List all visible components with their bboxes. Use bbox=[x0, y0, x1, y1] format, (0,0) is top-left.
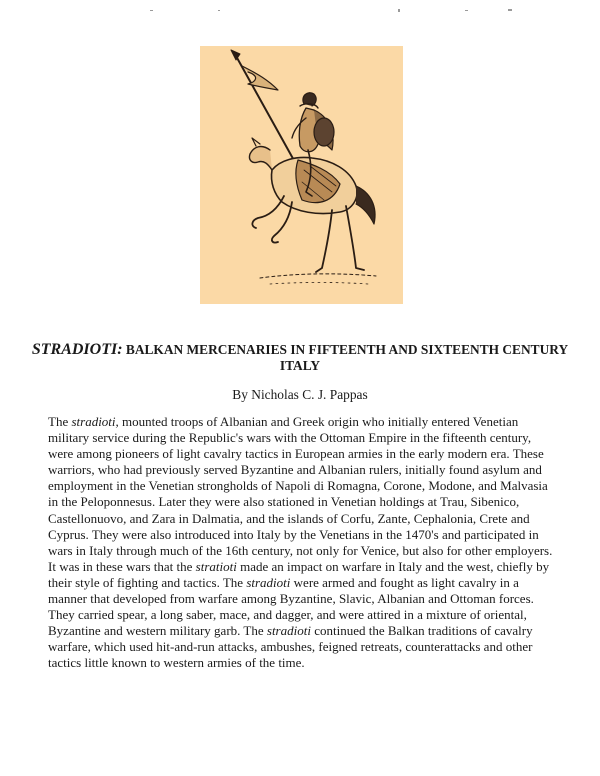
stradioti-horseman-illustration bbox=[200, 46, 403, 304]
scan-speck bbox=[398, 9, 400, 12]
title-rest: BALKAN MERCENARIES IN FIFTEENTH AND SIXTEENTH CENTURY ITALY bbox=[125, 342, 569, 373]
article-paragraph bbox=[48, 414, 558, 672]
paragraph-run-italic: stratioti bbox=[195, 558, 237, 574]
paragraph-run: mounted troops of Albanian and Greek origin who initially entered Venetian military service during the Republic's wars with the Ottoman Empire in the fifteenth century, were among pioneers of light cavalry tactics in European armies in the early modern era. These warriors, who had previously served Byzantine and Albanian rulers, initially found asylum and employment in the Venetian strongholds of Napoli di Romagna, Corone, Modone, and Malvasia in the Peloponnesus. Later they were also stationed in Venetian holdings at Trau, Sibenico, Castellonuovo, and Zara in Dalmatia, and the islands of Corfu, Zante, Cephalonia, Crete and Cyprus. They were also introduced into Italy by the Venetians in the 1470's and participated in wars in Italy through much of the 16th century, not only for Venice, but also for other employers. It was in these wars that the bbox=[48, 414, 553, 574]
title-lead: STRADIOTI: bbox=[31, 341, 123, 358]
scan-speck bbox=[150, 10, 153, 11]
horseman-lancer-icon bbox=[200, 46, 403, 304]
paragraph-run: made an impact on warfare in Italy and the west, chiefly by their style of fighting and tactics. The bbox=[48, 558, 550, 590]
scan-speck bbox=[465, 10, 468, 11]
byline: By Nicholas C. J. Pappas bbox=[232, 387, 368, 402]
paragraph-run: were armed and fought as light cavalry in a manner that developed from warfare among Byzantine, Slavic, Albanian and Ottoman forces. They carried spear, a long saber, mace, and dagger, and were attired in a mixture of oriental, Byzantine and western military garb. The bbox=[48, 574, 534, 639]
scan-speck bbox=[218, 10, 220, 11]
paragraph-run: The bbox=[48, 414, 72, 429]
paragraph-run: continued the Balkan traditions of cavalry warfare, which used hit-and-run attacks, ambushes, feigned retreats, counterattacks and other tactics little known to western armies of the time. bbox=[48, 623, 533, 671]
scan-speck bbox=[508, 9, 512, 11]
paragraph-run-italic: stradioti bbox=[266, 623, 311, 639]
paragraph-run-italic: stradioti bbox=[246, 574, 291, 590]
paragraph-run-italic: stradioti, bbox=[71, 414, 119, 429]
article-title bbox=[30, 342, 570, 374]
